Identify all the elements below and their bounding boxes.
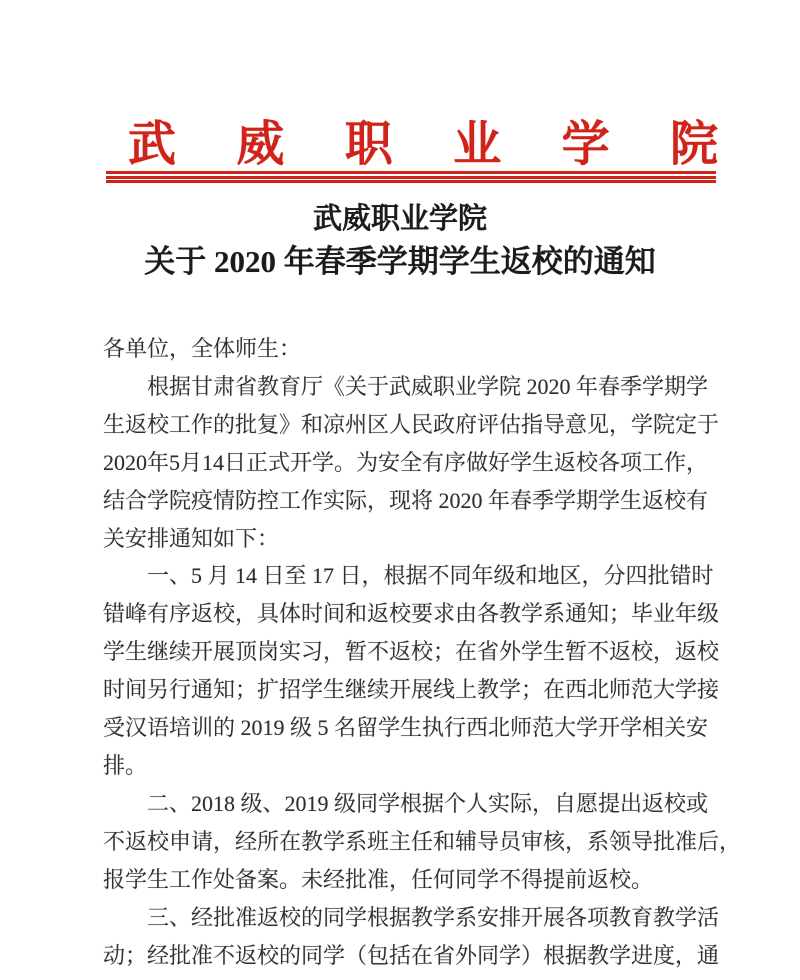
letterhead-char: 武 [128,118,177,171]
document-body [103,330,742,974]
rule-stripe [106,171,716,174]
body-line: 时间另行通知；扩招学生继续开展线上教学；在西北师范大学接 [103,677,720,703]
letterhead [128,119,718,171]
letterhead-char: 职 [344,118,393,171]
body-line: 二、2018 级、2019 级同学根据个人实际，自愿提出返校或 [103,790,709,816]
title-org: 武威职业学院 [312,203,487,235]
body-line-salutation: 各单位，全体师生： [103,336,302,361]
title-subject: 关于 2020 年春季学期学生返校的通知 [144,244,656,279]
body-line: 学生继续开展顶岗实习，暂不返校；在省外学生暂不返校，返校 [103,639,720,665]
rule-stripe [106,180,716,183]
body-line: 三、经批准返校的同学根据教学系安排开展各项教育教学活 [103,904,720,930]
letterhead-char: 业 [453,118,502,171]
body-line: 不返校申请，经所在教学系班主任和辅导员审核，系领导批准后， [103,828,742,854]
letterhead-char: 威 [236,118,285,171]
body-line: 一、5 月 14 日至 17 日，根据不同年级和地区，分四批错时 [103,563,714,589]
body-line: 根据甘肃省教育厅《关于武威职业学院 2020 年春季学期学 [103,373,709,399]
body-line: 动；经批准不返校的同学（包括在省外同学）根据教学进度，通 [103,942,720,968]
body-line: 报学生工作处备案。未经批准，任何同学不得提前返校。 [103,866,654,892]
body-line: 关安排通知如下： [103,525,280,551]
body-line: 排。 [103,752,148,778]
letterhead-char: 院 [669,118,718,171]
rule-stripe [106,176,716,179]
body-line: 生返校工作的批复》和凉州区人民政府评估指导意见，学院定于 [103,411,720,437]
body-line: 2020年5月14日正式开学。为安全有序做好学生返校各项工作， [103,449,709,475]
body-line: 受汉语培训的 2019 级 5 名留学生执行西北师范大学开学相关安 [103,715,709,741]
letterhead-char: 学 [561,118,610,171]
letterhead-rule [106,171,716,183]
body-line: 错峰有序返校，具体时间和返校要求由各教学系通知；毕业年级 [103,601,720,627]
body-line: 结合学院疫情防控工作实际，现将 2020 年春季学期学生返校有 [103,487,709,513]
